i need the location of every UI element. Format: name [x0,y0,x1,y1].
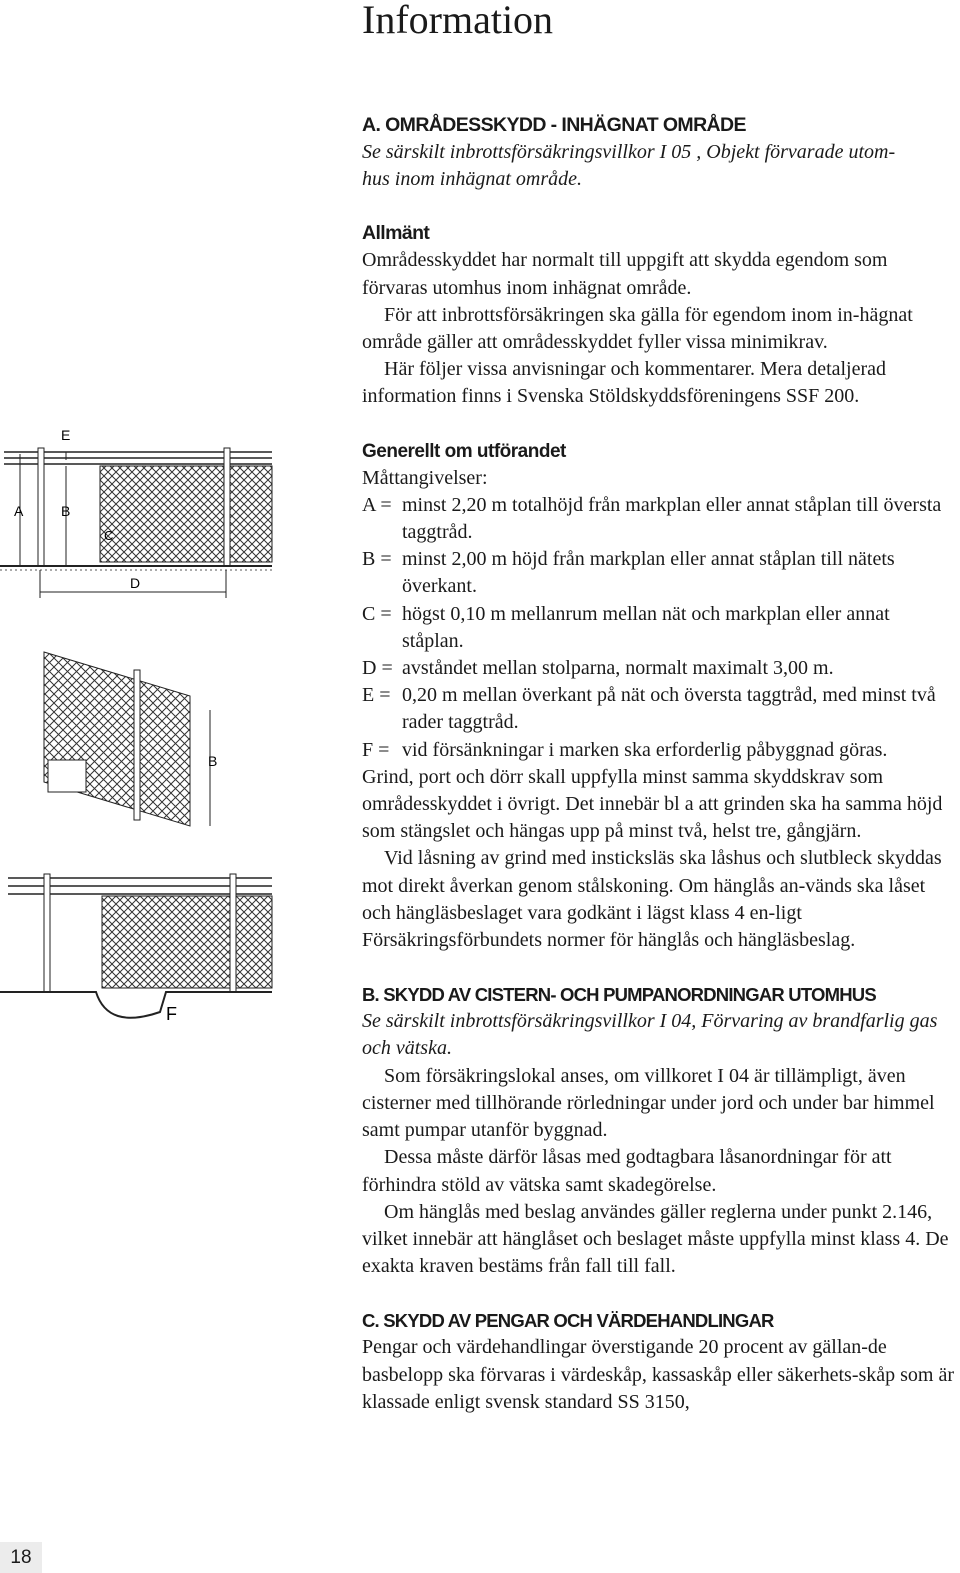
page-title: Information [362,0,554,42]
measure-item-d: D = avståndet mellan stolparna, normalt maximalt 3,00 m. [362,657,834,680]
dim-label-d: D [130,575,141,591]
dim-label-e: E [61,427,71,443]
section-a-reference-line-1: Se särskilt inbrottsförsäkringsvillkor I 05 , Objekt förvarade utom- [362,141,896,163]
dim-label-a: A [14,503,24,519]
section-c-heading: C. SKYDD AV PENGAR OCH VÄRDEHANDLINGAR [362,1310,774,1332]
section-b-reference: Se särskilt inbrottsförsäkringsvillkor I 04, Förvaring av brandfarlig gas och vätska. [362,1010,938,1060]
measure-item-a: A = minst 2,20 m totalhöjd från markplan eller annat ståplan till översta taggtråd. [362,493,942,544]
general-paragraph-3: Här följer vissa anvisningar och kommentarer. Mera detaljerad information finns i Svenska Stöldskyddsföreningens SSF 200. [362,358,887,408]
content-column [362,112,956,1416]
dim-label-b2: B [208,753,218,769]
section-b-heading: B. SKYDD AV CISTERN- OCH PUMPANORDNINGAR UTOMHUS [362,984,876,1006]
general-paragraph-2: För att inbrottsförsäkringen ska gälla för egendom inom in-hägnat område gäller att områdesskyddet fyller vissa minimikrav. [362,303,913,354]
measure-item-f: F = vid försänkningar i marken ska erforderlig påbyggnad göras. [362,738,888,761]
general-paragraph-1: Områdesskyddet har normalt till uppgift att skydda egendom som förvaras utomhus inom inhägnat område. [362,249,888,299]
measure-item-b: B = minst 2,00 m höjd från markplan eller annat ståplan till nätets överkant. [362,548,895,598]
general-heading: Allmänt [362,222,430,245]
fence-diagram-ground-dip [0,860,300,1030]
section-b-paragraph-1: Som försäkringslokal anses, om villkoret I 04 är tillämpligt, även cisterner med tillhörande rörledningar under jord och under bar himmel samt pumpar utanför byggnad. [362,1064,935,1142]
gate-paragraph: Grind, port och dörr skall uppfylla minst samma skyddskrav som områdesskyddet i övrigt. Det innebär bl a att grinden ska ha samma höjd som stängslet och hängas upp på minst två, helst tre, gångjärn. [362,765,943,843]
section-c-paragraph-1: Pengar och värdehandlingar överstigande 20 procent av gällan-de basbelopp ska förvaras i värdeskåp, kassaskåp eller säkerhets-skåp som är klassade enligt svensk standard SS 3150, [362,1336,955,1413]
dim-label-f: F [166,1004,177,1024]
section-a-reference-line-2: hus inom inhägnat område. [362,168,582,191]
fence-diagram-gate [0,640,300,840]
measure-item-c: C = högst 0,10 m mellanrum mellan nät och markplan eller annat ståplan. [362,602,890,652]
fence-diagram-front [0,420,300,620]
dim-label-b: B [61,503,71,519]
measures-label: Måttangivelser: [362,466,488,489]
page-number: 18 [0,1542,42,1573]
execution-heading: Generellt om utförandet [362,440,566,462]
dim-label-c: C [104,528,114,543]
measure-item-e: E = 0,20 m mellan överkant på nät och översta taggtråd, med minst två rader taggtråd. [362,684,936,734]
section-a-heading: A. OMRÅDESSKYDD - INHÄGNAT OMRÅDE [362,114,746,136]
section-b-paragraph-2: Dessa måste därför låsas med godtagbara låsanordningar för att förhindra stöld av vätska samt skadegörelse. [362,1146,892,1196]
lock-paragraph: Vid låsning av grind med insticksläs ska låshus och slutbleck skyddas mot direkt åverkan genom stålskoning. Om hänglås an-vänds ska låset och hängläsbeslaget vara godkänt i lägst klass 4 en-ligt Försäkringsförbundets normer för hänglås och hängläsbeslag. [362,847,942,952]
section-b-paragraph-3: Om hänglås med beslag användes gäller reglerna under punkt 2.146, vilket innebär att hänglåset och beslaget måste uppfylla minst klass 4. De exakta kraven bestäms från fall till fall. [362,1200,949,1278]
